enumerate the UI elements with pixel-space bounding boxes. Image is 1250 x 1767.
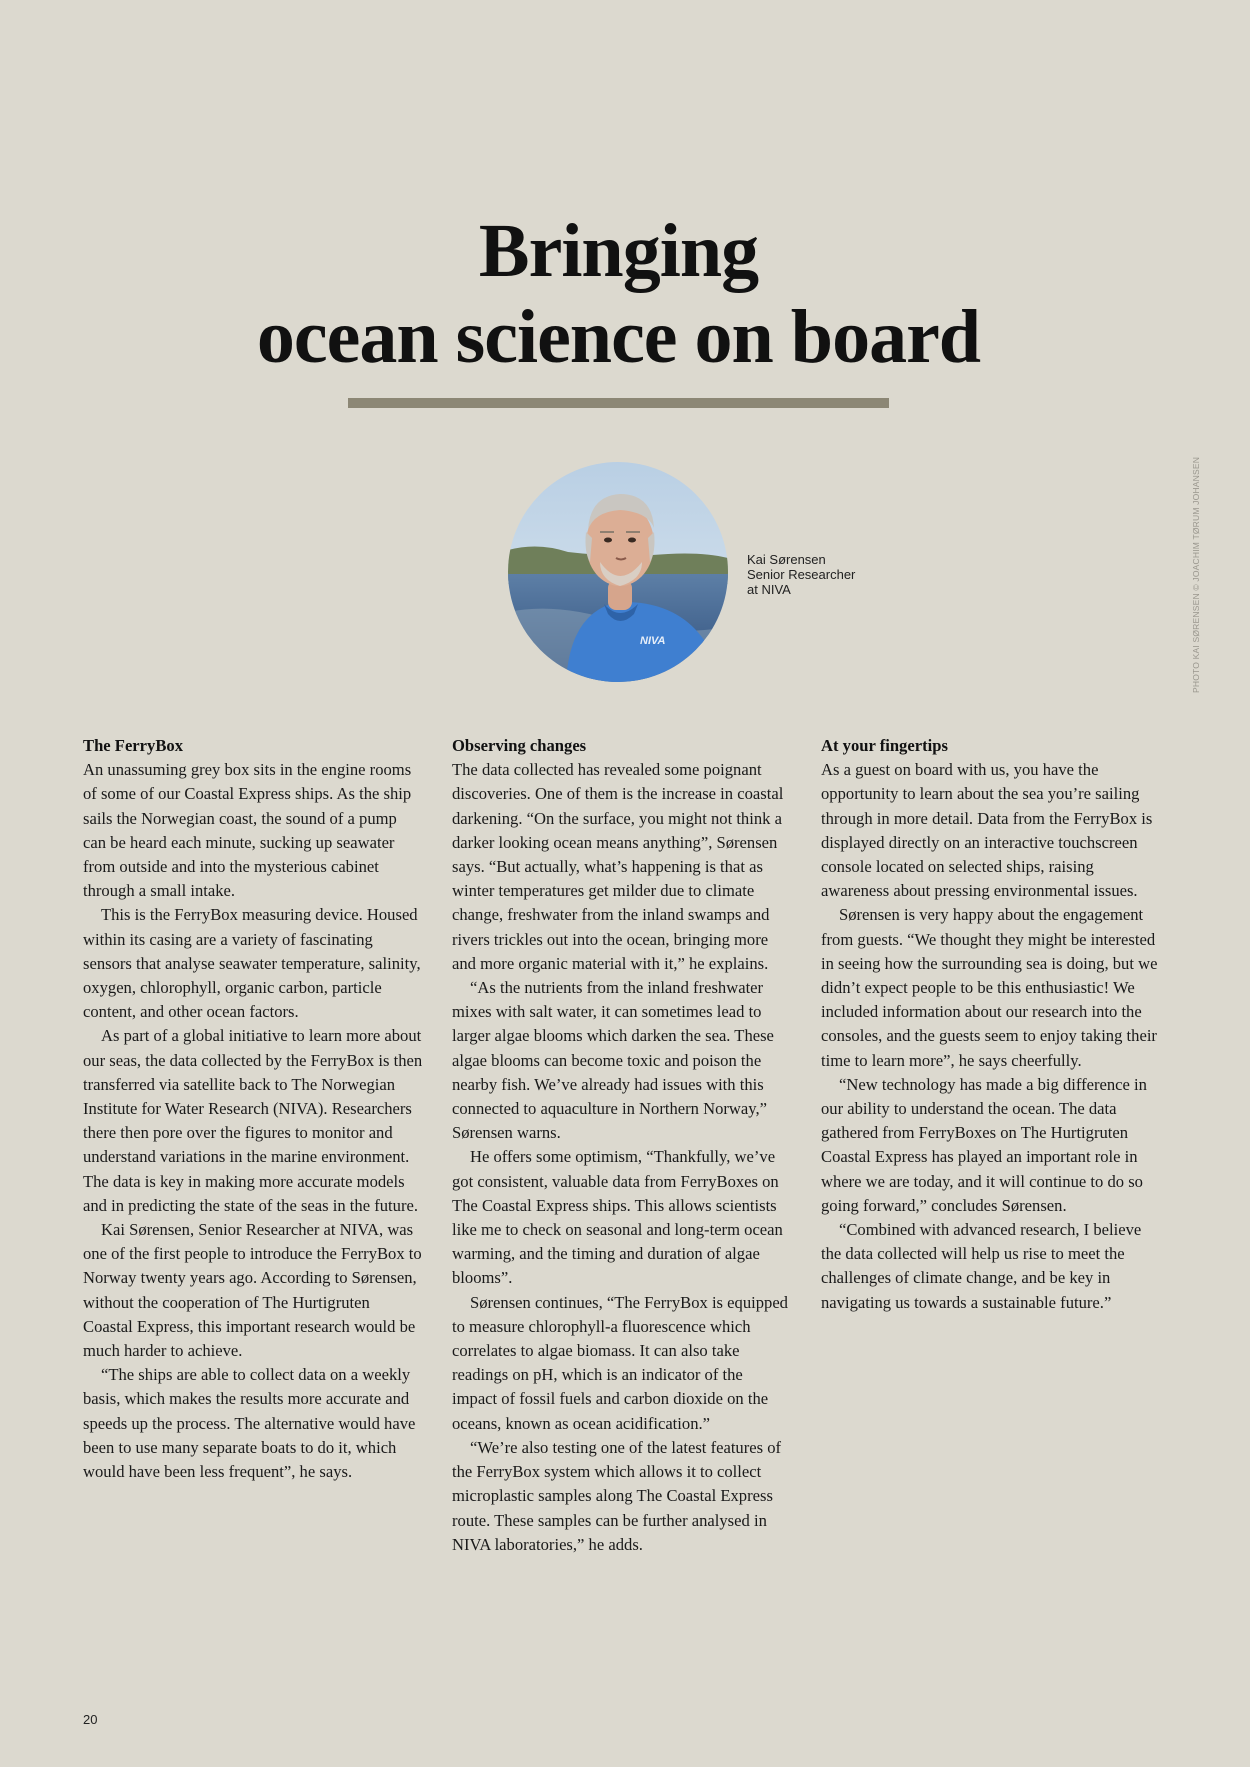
paragraph: Sørensen continues, “The FerryBox is equipped to measure chlorophyll-a fluorescence which correlates to algae biomass. It can also take readings on pH, which is an indicator of the impact of fossil fuels and carbon dioxide on the oceans, known as ocean acidification.” xyxy=(452,1292,788,1433)
paragraph: “As the nutrients from the inland freshwater mixes with salt water, it can sometimes lead to larger algae blooms which darken the sea. These algae blooms can become toxic and poison the nearby fish. We’ve already had issues with this connected to aquaculture in Northern Norway,” Sørensen warns. xyxy=(452,978,774,1143)
headline-line-2: ocean science on board xyxy=(256,295,981,379)
page-number: 20 xyxy=(83,1712,98,1727)
shirt-logo-text: NIVA xyxy=(640,635,666,647)
headline-rule xyxy=(348,398,889,408)
paragraph: He offers some optimism, “Thankfully, we’ve got consistent, valuable data from FerryBoxes on The Coastal Express ships. This allows scientists like me to check on seasonal and long-term ocean warming, and the timing and duration of algae blooms”. xyxy=(452,1147,783,1288)
article-column-3 xyxy=(821,734,1161,1315)
caption-org: at NIVA xyxy=(747,582,791,597)
paragraph: “We’re also testing one of the latest features of the FerryBox system which allows it to collect microplastic samples along The Coastal Express route. These samples can be further analysed in NIVA laboratories,” he adds. xyxy=(452,1437,782,1554)
article-column-2 xyxy=(452,734,792,1557)
photo-credit: PHOTO KAI SØRENSEN © JOACHIM TØRUM JOHANSEN xyxy=(1191,456,1201,693)
article-column-1 xyxy=(83,734,423,1484)
portrait-caption xyxy=(747,552,855,597)
paragraph: “The ships are able to collect data on a weekly basis, which makes the results more accurate and speeds up the process. The alternative would have been to use many separate boats to do it, which would have been less frequent”, he says. xyxy=(83,1365,416,1482)
paragraph: As a guest on board with us, you have the opportunity to learn about the sea you’re sailing through in more detail. Data from the FerryBox is displayed directly on an interactive touchscreen console located on selected ships, raising awareness about pressing environmental issues. xyxy=(821,760,1153,901)
paragraph: “Combined with advanced research, I believe the data collected will help us rise to meet the challenges of climate change, and be key in navigating us towards a sustainable future.” xyxy=(821,1220,1142,1312)
section-heading: The FerryBox xyxy=(83,736,184,755)
section-heading: Observing changes xyxy=(452,736,587,755)
paragraph: The data collected has revealed some poignant discoveries. One of them is the increase in coastal darkening. “On the surface, you might not think a darker looking ocean means anything”, Sørensen says. “But actually, what’s happening is that as winter temperatures get milder due to climate change, freshwater from the inland swamps and rivers trickles out into the ocean, bringing more and more organic material with it,” he explains. xyxy=(452,760,784,973)
paragraph: As part of a global initiative to learn more about our seas, the data collected by the FerryBox is then transferred via satellite back to The Norwegian Institute for Water Research (NIVA). Researchers there then pore over the figures to monitor and understand variations in the marine environment. The data is key in making more accurate models and in predicting the state of the seas in the future. xyxy=(83,1026,423,1215)
paragraph: “New technology has made a big difference in our ability to understand the ocean. The data gathered from FerryBoxes on The Hurtigruten Coastal Express has played an important role in where we are today, and it will continue to do so going forward,” concludes Sørensen. xyxy=(821,1074,1147,1215)
paragraph: An unassuming grey box sits in the engine rooms of some of our Coastal Express ships. As the ship sails the Norwegian coast, the sound of a pump can be heard each minute, sucking up seawater from outside and into the mysterious cabinet through a small intake. xyxy=(83,760,412,901)
caption-name: Kai Sørensen xyxy=(747,552,826,567)
paragraph: Sørensen is very happy about the engagement from guests. “We thought they might be interested in seeing how the surrounding sea is doing, but we didn’t expect people to be this enthusiastic! We included information about our research into the consoles, and the guests seem to enjoy taking their time to learn more”, he says cheerfully. xyxy=(821,905,1158,1070)
paragraph: This is the FerryBox measuring device. Housed within its casing are a variety of fascinating sensors that analyse seawater temperature, salinity, oxygen, chlorophyll, organic carbon, particle content, and other ocean factors. xyxy=(83,905,421,1022)
portrait-illustration xyxy=(508,462,728,682)
section-heading: At your fingertips xyxy=(821,736,948,755)
headline-line-1: Bringing xyxy=(478,209,759,293)
paragraph: Kai Sørensen, Senior Researcher at NIVA, was one of the first people to introduce the FerryBox to Norway twenty years ago. According to Sørensen, without the cooperation of The Hurtigruten Coastal Express, this important research would be much harder to achieve. xyxy=(83,1220,422,1361)
portrait-photo xyxy=(508,462,728,682)
headline xyxy=(0,208,1237,380)
caption-role: Senior Researcher xyxy=(747,567,856,582)
